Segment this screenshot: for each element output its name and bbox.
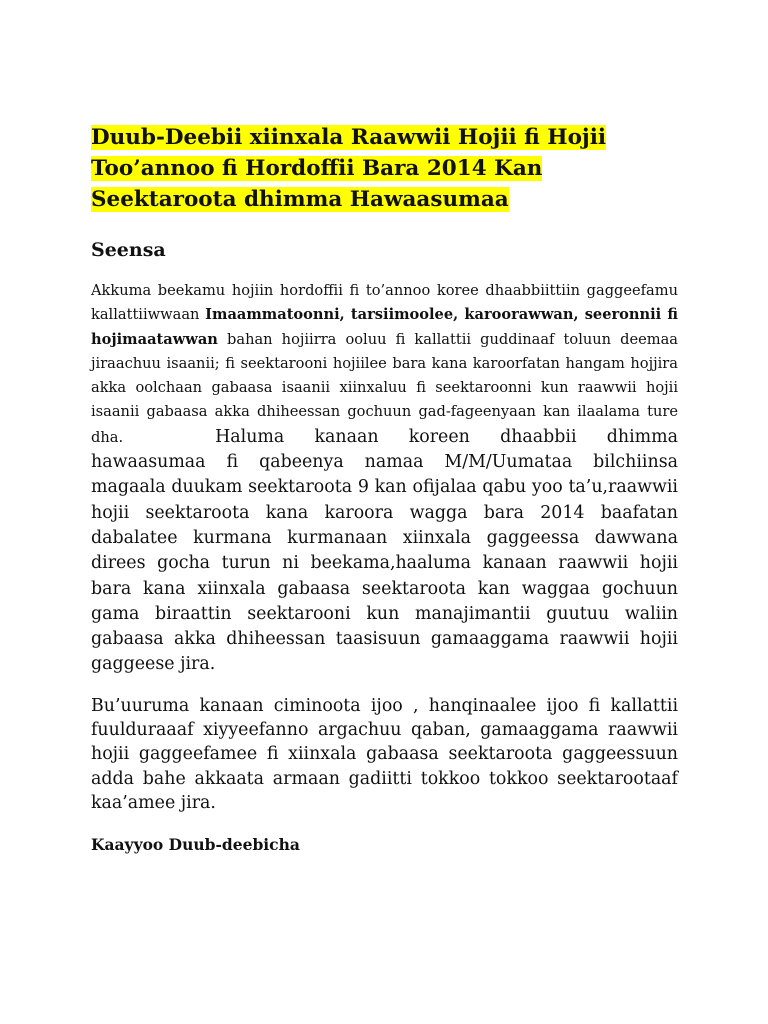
paragraph-second: Bu’uuruma kanaan ciminoota ijoo , hanqinaalee ijoo fi kallattii fuulduraaaf xiyyeefanno argachuu qaban, gamaaggama raawwii hojii gaggeefamee fi xiinxala gabaasa seektaroota gaggeessuun adda bahe akkaata armaan gadiitti tokkoo tokkoo seektarootaaf kaa’amee jira. (91, 695, 678, 813)
title-line-2: Too’annoo fi Hordoffii Bara 2014 Kan (91, 156, 543, 181)
paragraph-intro-after-bold: bahan hojiirra ooluu fi kallattii guddinaaf toluun deemaa jiraachuu isaanii; fi seektarooni hojiilee bara kana karoorfatan hangam hojjira akka oolchaan gabaasa isaanii xiinxaluu fi seektaroonni kun raawwii hojii isaanii gabaasa akka dhiheessan gochuun gad-fageenyaan kan ilaalama ture dha. (91, 330, 679, 446)
document-title (91, 122, 678, 215)
subheading: Kaayyoo Duub-deebicha (91, 835, 300, 855)
paragraph-intro-bold: Imaammatoonni, tarsiimoolee, karoorawwan, seeronnii fi hojimaatawwan (91, 306, 678, 348)
section-heading: Seensa (91, 239, 166, 261)
paragraph-intro-text: Akkuma beekamu hojiin hordoffii fi to’annoo koree dhaabbiittiin gaggeefamu kallattiiwwaan (91, 282, 678, 324)
title-line-1: Duub-Deebii xiinxala Raawwii Hojii fi Hojii (91, 125, 607, 150)
title-line-3: Seektarootа dhimma Hawaasumaa (91, 187, 509, 212)
paragraph-continuation: Haluma kanaan koreen dhaabbii dhimma hawaasumaa fi qabeenya namaa M/M/Uumataa bilchiinsa magaala duukam seektaroota 9 kan ofijalaa qabu yoo ta’u,raawwii hojii seektaroota kana karoora wagga bara 2014 baafatan dabalatee kurmana kurmanaan xiinxala gaggeessa dawwana direes gocha turun ni beekama,haaluma kanaan raawwii hojii bara kana xiinxala gabaasa seektaroota kan waggaa gochuun gama biraattin seektarooni kun manajimantii guutuu waliin gabaasa akka dhiheessan taasisuun gamaaggama raawwii hojii gaggeese jira. (91, 426, 678, 675)
document-page (91, 122, 678, 856)
paragraph-intro (91, 279, 678, 678)
